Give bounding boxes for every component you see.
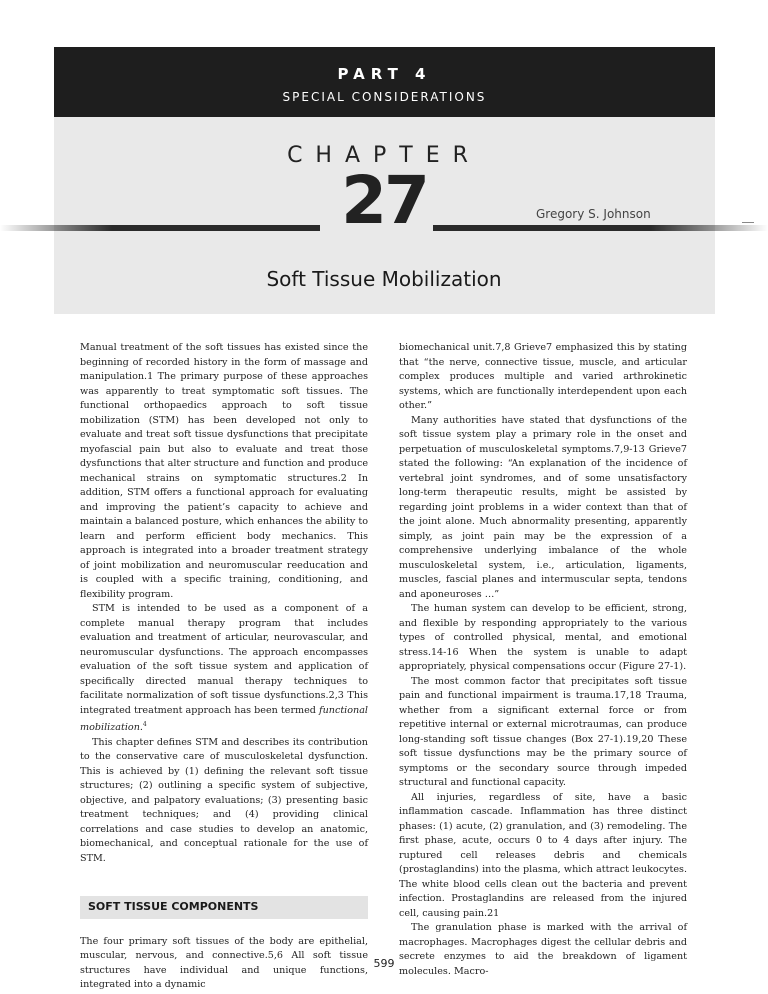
decorative-rule-left	[0, 225, 320, 231]
paragraph: All injuries, regardless of site, have a basic inflammation cascade. Inflammation has three distinct phases: (1) acute, (2) granulation, and (3) remodeling. The first phase, acute, occurs 0 to 4 days after injury. The ruptured cell releases debris and chemicals (prostaglandins) into the plasma, which attract leukocytes. The white blood cells clean out the bacteria and prevent infection. Prostaglandins are released from the injured cell, causing pain.21	[399, 791, 687, 919]
chapter-word: CHAPTER	[287, 143, 481, 168]
chapter-title: Soft Tissue Mobilization	[266, 267, 502, 291]
paragraph: Many authorities have stated that dysfunctions of the soft tissue system play a primary role in the onset and perpetuation of musculoskeletal symptoms.7,9-13 Grieve7 stated the following: “An explanation of the incidence of vertebral joint syndromes, and of some unsatisfactory long-term therapeutic results, might be assisted by regarding joint problems in a wider context than that of the joint alone. Much abnormality presenting, apparently simply, as joint pain may be the expression of a comprehensive underlying imbalance of the whole musculoskeletal system, i.e., articulation, ligaments, muscles, fascial planes and intermuscular septa, tendons and aponeuroses …”	[399, 414, 687, 600]
part-header-band	[54, 47, 715, 117]
paragraph: This chapter defines STM and describes its contribution to the conservative care of musculoskeletal dysfunction. This is achieved by (1) defining the relevant soft tissue structures; (2) outlining a specific system of subjective, objective, and palpatory evaluations; (3) presenting basic treatment techniques; and (4) providing clinical correlations and case studies to develop an anatomic, biomechanical, and conceptual rationale for the use of STM.	[80, 736, 368, 864]
paragraph: The most common factor that precipitates soft tissue pain and functional impairment is trauma.17,18 Trauma, whether from a significant external force or from repetitive internal or external microtraumas, can produce long-standing soft tissue changes (Box 27-1).19,20 These soft tissue dysfunctions may be the primary source of symptoms or the secondary source through impeded structural and functional capacity.	[399, 675, 687, 788]
decorative-rule-right	[433, 225, 768, 231]
part-subtitle: SPECIAL CONSIDERATIONS	[282, 90, 487, 104]
part-label: PART 4	[337, 65, 432, 83]
paragraph: Manual treatment of the soft tissues has existed since the beginning of recorded history in the form of massage and manipulation.1 The primary purpose of these approaches was apparently to treat symptomatic soft tissues. The functional orthopaedics approach to soft tissue mobilization (STM) has been developed not only to evaluate and treat soft tissue dysfunctions that precipitate myofascial pain but also to evaluate and treat those dysfunctions that alter structure and function and produce mechanical strains on symptomatic structures.2 In addition, STM offers a functional approach for evaluating and improving the patient’s capacity to achieve and maintain a balanced posture, which enhances the ability to learn and perform efficient body mechanics. This approach is integrated into a broader treatment strategy of joint mobilization and neuromuscular reeducation and is coupled with a specific training, conditioning, and flexibility program.	[80, 342, 368, 600]
paragraph: The human system can develop to be efficient, strong, and flexible by responding appropriately to the various types of controlled physical, mental, and emotional stress.14-16 When the system is unable to adapt appropriately, physical compensations occur (Figure 27-1).	[399, 603, 687, 672]
chapter-author: Gregory S. Johnson	[536, 207, 651, 221]
paragraph	[80, 602, 368, 736]
right-text-column	[399, 341, 687, 979]
left-text-column	[80, 341, 368, 993]
page-edge-mark	[742, 222, 754, 223]
paragraph-text: STM is intended to be used as a component of a complete manual therapy program that includes evaluation and treatment of articular, neurovascular, and neuromuscular dysfunctions. The approach encompasses evaluation of the soft tissue system and application of specifically directed manual therapy techniques to facilitate normalization of soft tissue dysfunctions.2,3 This integrated treatment approach has been termed	[80, 603, 368, 716]
paragraph: biomechanical unit.7,8 Grieve7 emphasized this by stating that “the nerve, connective tissue, muscle, and articular complex produces multiple and varied arthrokinetic systems, which are functionally interdependent upon each other.”	[399, 342, 687, 411]
section-heading: SOFT TISSUE COMPONENTS	[80, 896, 368, 919]
page-number: 599	[373, 957, 395, 970]
paragraph: The four primary soft tissues of the body are epithelial, muscular, nervous, and connective.5,6 All soft tissue structures have individual and unique functions, integrated into a dynamic	[80, 935, 368, 991]
italic-term: functional mobilization.	[80, 704, 368, 734]
paragraph: The granulation phase is marked with the arrival of macrophages. Macrophages digest the cellular debris and secrete enzymes to aid the breakdown of ligament molecules. Macro-	[399, 922, 687, 977]
chapter-number: 27	[341, 162, 427, 239]
reference-superscript: 4	[142, 721, 147, 728]
